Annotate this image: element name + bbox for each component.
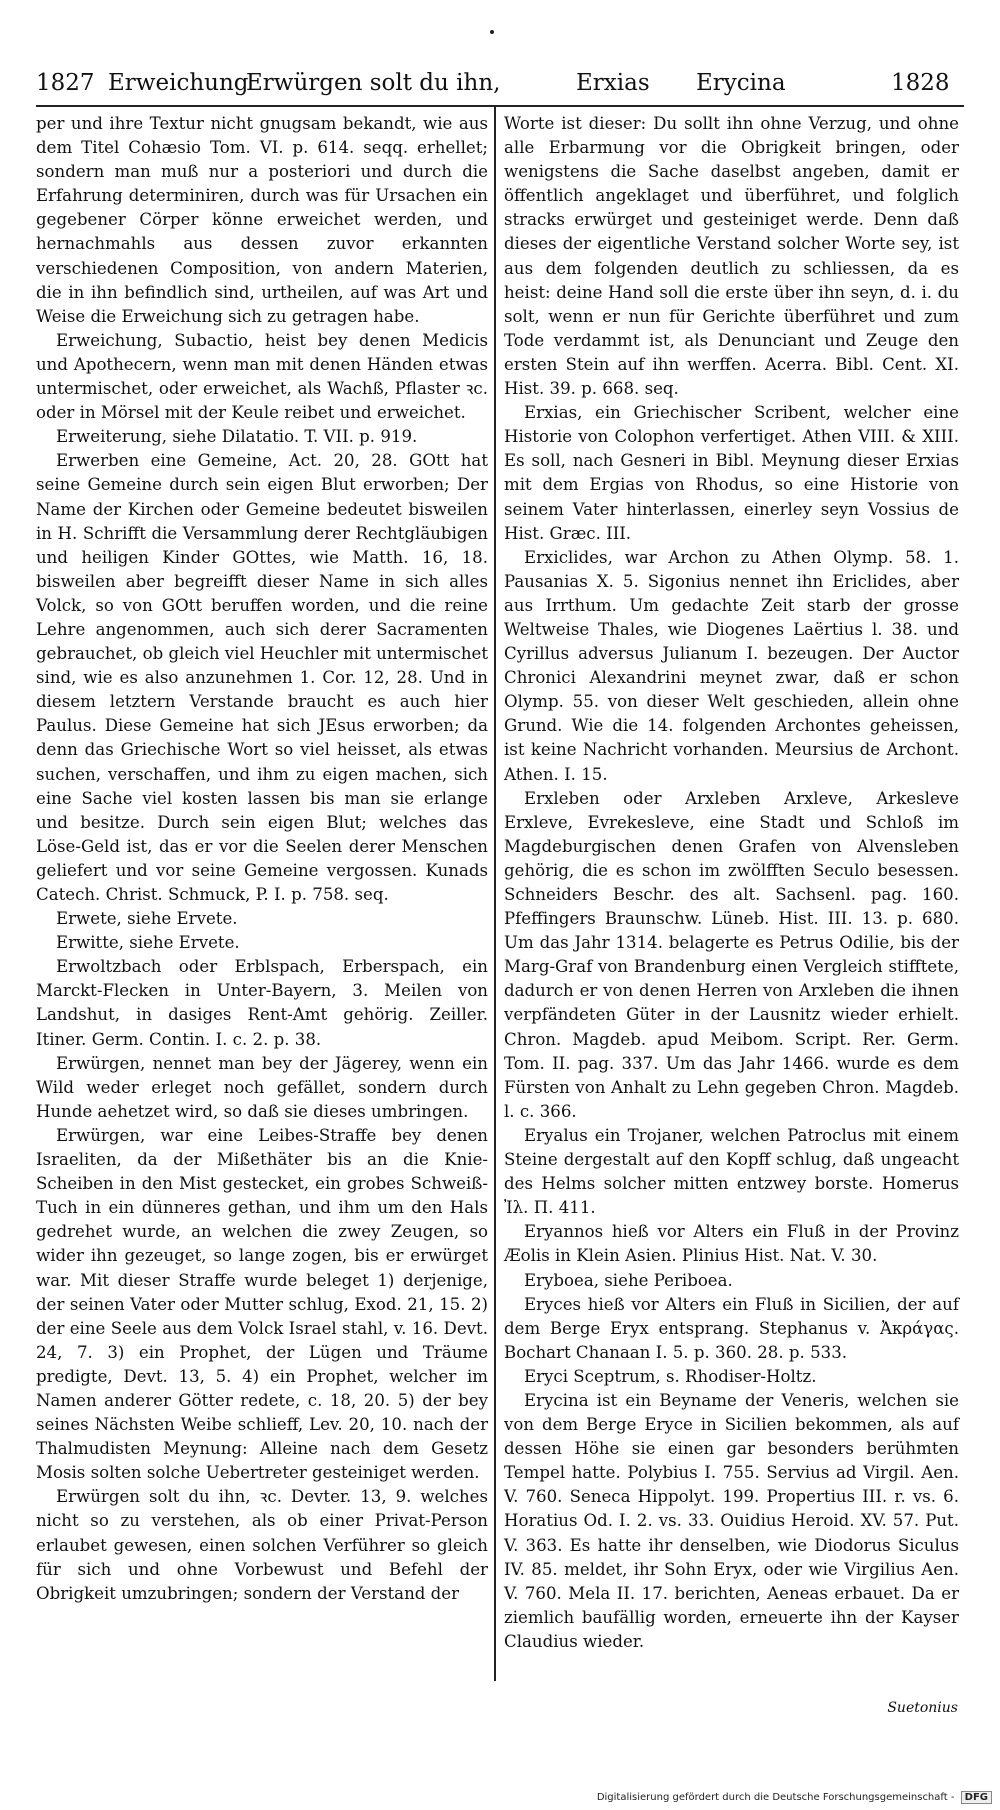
entry-paragraph: Erwete, siehe Ervete. — [56, 909, 238, 929]
page-number-left: 1827 — [36, 70, 95, 96]
entry-paragraph: Erwitte, siehe Ervete. — [56, 933, 240, 953]
entry-paragraph: Erweiterung, siehe Dilatatio. T. VII. p. 919. — [56, 427, 418, 447]
digitization-footer — [597, 1791, 992, 1804]
dfg-logo: DFG — [961, 1791, 992, 1804]
ink-speck — [490, 30, 494, 34]
entry-paragraph: Erxias, ein Griechischer Scribent, welcher eine Historie von Colophon verfertiget. Athen VIII. & XIII. Es soll, nach Gesneri in Bibl. Meynung dieser Erxias mit dem Ergias von Rhodus, so eine Historie von seinem Vater hinterlassen, einerley seyn Vossius de Hist. Græc. III. — [504, 403, 959, 543]
right-column — [504, 112, 959, 1654]
entry-paragraph: Erycina ist ein Beyname der Veneris, welchen sie von dem Berge Eryce in Sicilien bekommen, als auf dessen Höhe sie einen gar besonders berühmten Tempel hatte. Polybius I. 755. Servius ad Virgil. Aen. V. 760. Seneca Hippolyt. 199. Propertius III. r. vs. 6. Horatius Od. I. 2. vs. 33. Ouidius Heroid. XV. 57. Put. V. 363. Es hatte ihr denselben, wie Diodorus Siculus IV. 85. meldet, ihr Sohn Eryx, oder wie Virgilius Aen. V. 760. Mela II. 17. berichten, Aeneas erbauet. Da er ziemlich baufällig worden, erneuerte ihn der Kayser Claudius wieder. — [504, 1390, 959, 1651]
entry-paragraph: Eryci Sceptrum, s. Rhodiser-Holtz. — [524, 1366, 817, 1386]
entry-paragraph: Eryces hieß vor Alters ein Fluß in Sicilien, der auf dem Berge Eryx entsprang. Stephanus v. Ἀκράγας. Bochart Chanaan I. 5. p. 360. 28. p. 533. — [504, 1294, 959, 1362]
running-header — [36, 70, 961, 104]
entry-paragraph: Worte ist dieser: Du sollt ihn ohne Verzug, und ohne alle Erbarmung vor die Obrigkeit bringen, oder wenigstens die Sache daselbst angeben, damit er öffentlich angeklaget und überführet, und folglich stracks erwürget und gesteiniget werde. Denn daß dieses der eigentliche Verstand solcher Worte sey, ist aus dem folgenden deutlich zu schliessen, da es heist: deine Hand soll die erste über ihn seyn, d. i. du solt, wenn er nun für Gerichte überführet und zum Tode verdammt ist, als Denunciant und Zeuge den ersten Stein auf ihn werffen. Acerra. Bibl. Cent. XI. Hist. 39. p. 668. seq. — [504, 114, 959, 399]
right-catchword-1: Erxias — [576, 70, 650, 96]
header-rule — [36, 105, 964, 107]
entry-paragraph: Erxiclides, war Archon zu Athen Olymp. 58. 1. Pausanias X. 5. Sigonius nennet ihn Ericlides, aber aus Irrthum. Um gedachte Zeit starb der grosse Weltweise Thales, wie Diogenes Laërtius l. 38. und Cyrillus adversus Julianum I. bezeugen. Der Auctor Chronici Alexandrini meynet zwar, daß er schon Olymp. 55. von dieser Welt geschieden, allein ohne Grund. Wie die 14. folgenden Archontes geheissen, ist keine Nachricht vorhanden. Meursius de Archont. Athen. I. 15. — [504, 547, 959, 784]
left-catchword-2: Erwürgen solt du ihn, — [246, 70, 501, 96]
entry-paragraph: Erweichung, Subactio, heist bey denen Medicis und Apothecern, wenn man mit denen Händen etwas untermischet, oder erweichet, als Wachß, Pflaster ꝛc. oder in Mörsel mit der Keule reibet und erweichet. — [36, 330, 488, 423]
left-column — [36, 112, 488, 1606]
entry-paragraph: Erwürgen solt du ihn, ꝛc. Devter. 13, 9. welches nicht so zu verstehen, als ob einer Privat-Person erlaubet gewesen, einen solchen Verführer so gleich für sich und ohne Vorbewust und Befehl der Obrigkeit umzubringen; sondern der Verstand der — [36, 1487, 488, 1603]
entry-paragraph: per und ihre Textur nicht gnugsam bekandt, wie aus dem Titel Cohæsio Tom. VI. p. 614. seqq. erhellet; sondern man muß nur a posteriori und durch die Erfahrung determiniren, durch was für Ursachen ein gegebener Cörper könne erweichet werden, und hernachmahls aus dessen zuvor erkannten verschiedenen Composition, von andern Materien, die in ihn befindlich sind, urtheilen, auf was Art und Weise die Erweichung sich zu getragen habe. — [36, 114, 488, 326]
entry-paragraph: Eryannos hieß vor Alters ein Fluß in der Provinz Æolis in Klein Asien. Plinius Hist. Nat. V. 30. — [504, 1222, 959, 1266]
entry-paragraph: Erxleben oder Arxleben Arxleve, Arkesleve Erxleve, Evrekesleve, eine Stadt und Schloß im Magdeburgischen denen Grafen von Alvensleben gehörig, die es schon im zwölfften Seculo besessen. Schneiders Beschr. des alt. Sachsenl. pag. 160. Pfeffingers Braunschw. Lüneb. Hist. III. 13. p. 680. Um das Jahr 1314. belagerte es Petrus Odilie, bis der Marg-Graf von Brandenburg einen Vergleich stifftete, dadurch er von denen Herren von Arxleben die ihnen verpfändeten Güter in der Lausnitz wieder erhielt. Chron. Magdeb. apud Meibom. Script. Rer. Germ. Tom. II. pag. 337. Um das Jahr 1466. wurde es dem Fürsten von Anhalt zu Lehn gegeben Chron. Magdeb. l. c. 366. — [504, 788, 959, 1121]
entry-paragraph: Eryboea, siehe Periboea. — [524, 1270, 733, 1290]
entry-paragraph: Erwerben eine Gemeine, Act. 20, 28. GOtt hat seine Gemeine durch sein eigen Blut erworben; Der Name der Kirchen oder Gemeine bedeutet bisweilen in H. Schrifft die Versammlung derer Rechtgläubigen und heiligen Kinder GOttes, wie Matth. 16, 18. bisweilen aber begreifft dieser Name in sich alles Volck, so von GOtt beruffen worden, und die reine Lehre angenommen, auch sich derer Sacramenten gebrauchet, ob gleich viel Heuchler mit untermischet sind, wie es also anzunehmen 1. Cor. 12, 28. Und in diesem letztern Verstande braucht es auch hier Paulus. Diese Gemeine hat sich JEsus erworben; da denn das Griechische Wort so viel heisset, als etwas suchen, verschaffen, und ihm zu eigen machen, sich eine Sache viel kosten lassen bis man sie erlange und besitze. Durch sein eigen Blut; welches das Löse-Geld ist, das er vor die Seelen derer Menschen geliefert und vor seine Gemeine vergossen. Kunads Catech. Christ. Schmuck, P. I. p. 758. seq. — [36, 451, 488, 904]
catchword: Suetonius — [887, 1700, 958, 1716]
left-catchword: Erweichung — [108, 70, 249, 96]
page-number-right: 1828 — [891, 70, 950, 96]
entry-paragraph: Erwürgen, nennet man bey der Jägerey, wenn ein Wild weder erleget noch gefället, sondern durch Hunde aehetzet wird, so daß sie dieses umbringen. — [36, 1053, 488, 1121]
entry-paragraph: Erwoltzbach oder Erblspach, Erberspach, ein Marckt-Flecken in Unter-Bayern, 3. Meilen von Landshut, in dasiges Rent-Amt gehörig. Zeiller. Itiner. Germ. Contin. I. c. 2. p. 38. — [36, 957, 488, 1049]
entry-paragraph: Eryalus ein Trojaner, welchen Patroclus mit einem Steine dergestalt auf den Kopff schlug, daß ungeacht des Helms solcher mitten entzwey borste. Homerus Ἰλ. Π. 411. — [504, 1125, 959, 1218]
entry-paragraph: Erwürgen, war eine Leibes-Straffe bey denen Israeliten, da der Mißethäter bis an die Knie-Scheiben in den Mist gestecket, ein grobes Schweiß-Tuch in ein dünneres gethan, und ihm um den Hals gedrehet wurde, an welchen die zwey Zeugen, so wider ihn gezeuget, so lange zogen, bis er erwürget war. Mit dieser Straffe wurde beleget 1) derjenige, der seinen Vater oder Mutter schlug, Exod. 21, 15. 2) der eine Seele aus dem Volck Israel stahl, v. 16. Devt. 24, 7. 3) ein Prophet, der Lügen und Träume predigte, Devt. 13, 5. 4) ein Prophet, welcher im Namen anderer Götter redete, c. 18, 20. 5) der bey seines Nächsten Weibe schlieff, Lev. 20, 10. nach der Thalmudisten Meynung: Alleine nach dem Gesetz Mosis solten solche Uebertreter gesteiniget werden. — [36, 1125, 488, 1483]
footer-text: Digitalisierung gefördert durch die Deutsche Forschungsgemeinschaft - — [596, 1792, 955, 1803]
right-catchword-2: Erycina — [696, 70, 786, 96]
column-divider — [494, 106, 496, 1681]
